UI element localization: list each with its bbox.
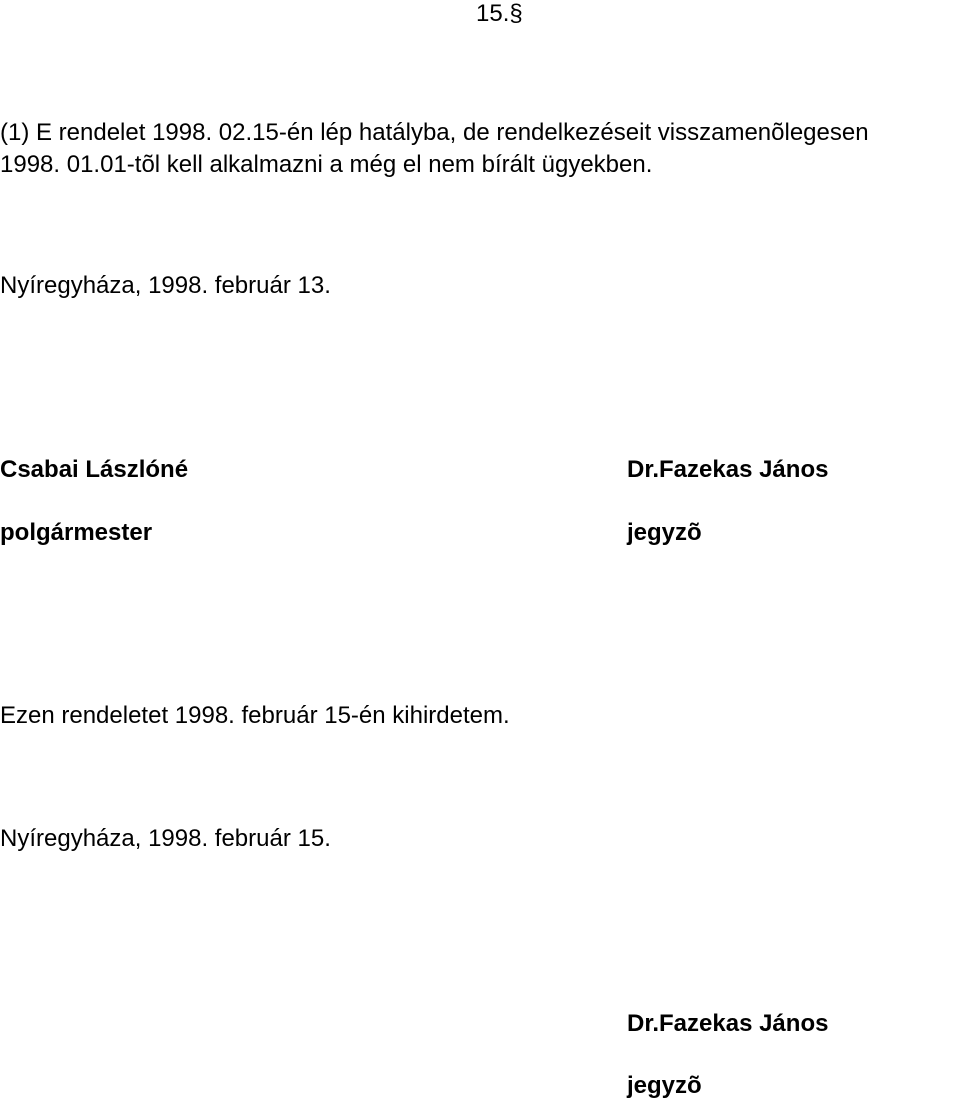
signatory-title-right: jegyzõ [627,519,702,546]
place-date-1: Nyíregyháza, 1998. február 13. [0,272,331,299]
place-date-2: Nyíregyháza, 1998. február 15. [0,825,331,852]
paragraph-line-2: 1998. 01.01-tõl kell alkalmazni a még el nem bírált ügyekben. [0,151,653,178]
final-signatory-name: Dr.Fazekas János [627,1010,829,1037]
paragraph-line-1: (1) E rendelet 1998. 02.15-én lép hatályba, de rendelkezéseit visszamenõlegesen [0,119,869,146]
promulgation-text: Ezen rendeletet 1998. február 15-én kihirdetem. [0,702,510,729]
final-signatory-title: jegyzõ [627,1072,702,1099]
section-heading: 15.§ [476,0,523,27]
signatory-title-left: polgármester [0,519,153,546]
signatory-name-left: Csabai Lászlóné [0,456,189,483]
signatory-name-right: Dr.Fazekas János [627,456,829,483]
